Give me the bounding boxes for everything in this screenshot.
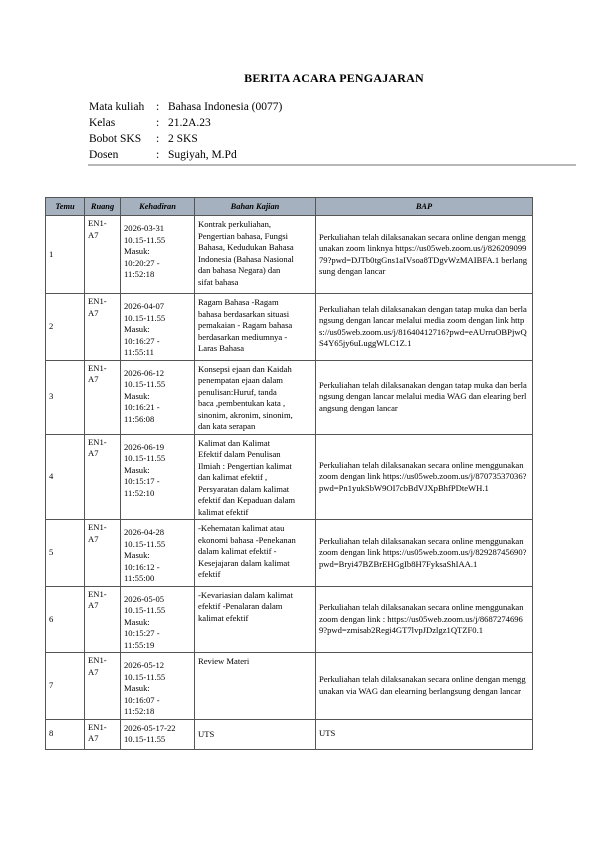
table-row bbox=[46, 719, 533, 749]
table-row bbox=[46, 520, 533, 587]
cell-bap bbox=[316, 294, 533, 361]
cell-temu bbox=[46, 653, 85, 720]
cell-kehadiran-text: 2026-05-12 10.15-11.55 Masuk: 10:16:07 - 11:52:18 bbox=[124, 660, 166, 716]
cell-bahan-kajian-text: Konsepsi ejaan dan Kaidah penempatan ejaan dalam penulisan:Huruf, tanda baca ,pembentukan kata , sinonim, akronim, sinonim, dan kata serapan bbox=[198, 363, 293, 431]
meta-row-mata-kuliah bbox=[89, 99, 282, 115]
cell-bap-text: Perkuliahan telah dilaksanakan secara online menggunakan zoom dengan link : https://us05web.zoom.us/j/86872746969?pwd=zmisab2Regi4GT7lvpJDzlgz1QTZF0.1 bbox=[319, 602, 524, 635]
cell-bap-text: UTS bbox=[319, 728, 336, 739]
cell-bahan-kajian-text: Kontrak perkuliahan, Pengertian bahasa, Fungsi Bahasa, Kedudukan Bahasa Indonesia (Bahasa Nasional dan bahasa Negara) dan sifat bahasa bbox=[198, 219, 294, 287]
cell-bap-text: Perkuliahan telah dilaksanakan secara online menggunakan zoom dengan link https://us05web.zoom.us/j/87073537036?pwd=Pn1yukSbW9OI7cbBdVJXpBhfPDteWH.1 bbox=[319, 459, 527, 493]
cell-ruang-text: EN1-A7 bbox=[88, 296, 107, 318]
header-ruang: Ruang bbox=[85, 198, 121, 216]
cell-bahan-kajian bbox=[195, 434, 316, 520]
cell-bap bbox=[316, 520, 533, 587]
cell-kehadiran-text: 2026-04-07 10.15-11.55 Masuk: 10:16:27 - 11:55:11 bbox=[124, 301, 166, 357]
cell-ruang-text: EN1-A7 bbox=[88, 588, 107, 610]
table-row bbox=[46, 216, 533, 294]
cell-ruang bbox=[85, 719, 121, 749]
cell-temu-text: 2 bbox=[49, 321, 54, 331]
cell-ruang bbox=[85, 434, 121, 520]
meta-label: Kelas bbox=[89, 117, 116, 129]
cell-kehadiran bbox=[121, 434, 195, 520]
cell-kehadiran bbox=[121, 360, 195, 434]
cell-kehadiran-text: 2026-05-05 10.15-11.55 Masuk: 10:15:27 - 11:55:19 bbox=[124, 593, 166, 650]
cell-ruang bbox=[85, 360, 121, 434]
cell-bap-text: Perkuliahan telah dilaksanakan secara online dengan menggunakan via WAG dan elearning berlangsung dengan lancar bbox=[319, 674, 526, 696]
cell-kehadiran-text: 2026-06-12 10.15-11.55 Masuk: 10:16:21 - 11:56:08 bbox=[124, 367, 166, 424]
cell-bap bbox=[316, 586, 533, 653]
cell-bap bbox=[316, 216, 533, 294]
meta-label: Mata kuliah bbox=[89, 101, 145, 113]
cell-kehadiran bbox=[121, 719, 195, 749]
document-title: BERITA ACARA PENGAJARAN bbox=[244, 71, 424, 85]
cell-bahan-kajian-text: Review Materi bbox=[198, 656, 250, 666]
table-row bbox=[46, 360, 533, 434]
meta-colon: : bbox=[156, 149, 160, 161]
cell-bap bbox=[316, 653, 533, 720]
cell-ruang-text: EN1-A7 bbox=[88, 655, 107, 677]
cell-kehadiran-text: 2026-06-19 10.15-11.55 Masuk: 10:15:17 - 11:52:10 bbox=[124, 441, 166, 498]
meta-colon: : bbox=[156, 133, 160, 145]
cell-kehadiran bbox=[121, 520, 195, 587]
cell-kehadiran bbox=[121, 653, 195, 720]
cell-bap-text: Perkuliahan telah dilaksanakan dengan tatap muka dan berlangsung dengan lancar melalui media zoom dengan link https://us05web.zoom.us/j/81640412716?pwd=eAUrruOBPjwQS4Y65jy6uLuggWLC1Z.1 bbox=[319, 303, 527, 349]
meta-row-bobot-sks bbox=[89, 131, 282, 147]
cell-temu-text: 7 bbox=[49, 680, 54, 690]
cell-bahan-kajian bbox=[195, 653, 316, 720]
cell-bahan-kajian-text: UTS bbox=[198, 729, 215, 740]
meta-label: Dosen bbox=[89, 149, 119, 161]
cell-ruang bbox=[85, 520, 121, 587]
cell-temu bbox=[46, 216, 85, 294]
meta-colon: : bbox=[156, 117, 160, 129]
cell-temu bbox=[46, 360, 85, 434]
cell-bap bbox=[316, 360, 533, 434]
cell-temu bbox=[46, 294, 85, 361]
cell-ruang-text: EN1-A7 bbox=[88, 218, 107, 240]
cell-bahan-kajian bbox=[195, 294, 316, 361]
cell-ruang bbox=[85, 586, 121, 653]
cell-ruang-text: EN1-A7 bbox=[88, 436, 107, 458]
cell-ruang-text: EN1-A7 bbox=[88, 721, 107, 743]
cell-bahan-kajian bbox=[195, 719, 316, 749]
meta-value: 21.2A.23 bbox=[168, 117, 211, 129]
cell-bahan-kajian bbox=[195, 520, 316, 587]
cell-bap-text: Perkuliahan telah dilaksanakan dengan tatap muka dan berlangsung dengan lancar melalui media WAG dan elearing berlangsung dengan lancar bbox=[319, 379, 527, 413]
header-temu: Temu bbox=[46, 198, 85, 216]
cell-temu bbox=[46, 434, 85, 520]
cell-ruang bbox=[85, 216, 121, 294]
cell-temu bbox=[46, 520, 85, 587]
course-info bbox=[89, 99, 282, 163]
table-row bbox=[46, 586, 533, 653]
header-bap: BAP bbox=[316, 198, 533, 216]
cell-kehadiran bbox=[121, 216, 195, 294]
cell-kehadiran-text: 2026-05-17-22 10.15-11.55 bbox=[124, 722, 176, 744]
meta-value: 2 SKS bbox=[168, 133, 198, 145]
cell-kehadiran bbox=[121, 586, 195, 653]
cell-ruang-text: EN1-A7 bbox=[88, 522, 107, 544]
cell-temu bbox=[46, 586, 85, 653]
cell-kehadiran-text: 2026-03-31 10.15-11.55 Masuk: 10:20:27 - 11:52:18 bbox=[124, 223, 166, 279]
cell-ruang-text: EN1-A7 bbox=[88, 362, 107, 384]
meta-row-dosen bbox=[89, 147, 282, 163]
cell-temu-text: 5 bbox=[49, 547, 54, 557]
meta-value: Sugiyah, M.Pd bbox=[168, 149, 237, 161]
cell-bahan-kajian-text: -Kevariasian dalam kalimat efektif -Penalaran dalam kalimat efektif bbox=[198, 589, 293, 623]
cell-bahan-kajian-text: Ragam Bahasa -Ragam bahasa berdasarkan situasi pemakaian - Ragam bahasa berdasarkan mediumnya - Laras Bahasa bbox=[198, 297, 293, 353]
bap-table bbox=[45, 197, 533, 750]
cell-bahan-kajian bbox=[195, 586, 316, 653]
cell-temu-text: 4 bbox=[49, 471, 54, 481]
meta-row-kelas bbox=[89, 115, 282, 131]
table-header-row bbox=[46, 198, 533, 216]
cell-temu bbox=[46, 719, 85, 749]
cell-temu-text: 1 bbox=[49, 248, 54, 259]
cell-bahan-kajian bbox=[195, 216, 316, 294]
header-kehadiran: Kehadiran bbox=[121, 198, 195, 216]
cell-kehadiran-text: 2026-04-28 10.15-11.55 Masuk: 10:16:12 - 11:55:00 bbox=[124, 527, 166, 583]
cell-temu-text: 8 bbox=[49, 728, 54, 739]
divider bbox=[88, 164, 576, 166]
cell-ruang bbox=[85, 653, 121, 720]
cell-bahan-kajian-text: Kalimat dan Kalimat Efektif dalam Penulisan Ilmiah : Pengertian kalimat dan kalimat efektif , Persyaratan dalam kalimat efektif dan Kepaduan dalam kalimat efektif bbox=[198, 437, 296, 517]
cell-bahan-kajian bbox=[195, 360, 316, 434]
cell-bap-text: Perkuliahan telah dilaksanakan secara online menggunakan zoom dengan link https://us05web.zoom.us/j/82928745690?pwd=Bryi47BZBrEHGgIb8H7FyksaShIAA.1 bbox=[319, 535, 527, 569]
table-row bbox=[46, 653, 533, 720]
cell-temu-text: 3 bbox=[49, 391, 54, 402]
cell-kehadiran bbox=[121, 294, 195, 361]
cell-temu-text: 6 bbox=[49, 613, 54, 624]
meta-value: Bahasa Indonesia (0077) bbox=[168, 101, 283, 113]
cell-bap-text: Perkuliahan telah dilaksanakan secara online dengan menggunakan zoom linknya https://us05web.zoom.us/j/82620909979?pwd=DJTb0tgGns1aIVsoa8TDgvWzMAIBFA.1 berlangsung dengan lancar bbox=[319, 231, 528, 276]
cell-bap bbox=[316, 719, 533, 749]
table-row bbox=[46, 434, 533, 520]
meta-label: Bobot SKS bbox=[89, 133, 142, 145]
cell-ruang bbox=[85, 294, 121, 361]
header-bahan-kajian: Bahan Kajian bbox=[195, 198, 316, 216]
meta-colon: : bbox=[156, 101, 160, 113]
cell-bap bbox=[316, 434, 533, 520]
table-row bbox=[46, 294, 533, 361]
cell-bahan-kajian-text: -Kehematan kalimat atau ekonomi bahasa -Penekanan dalam kalimat efektif - Kesejajaran dalam kalimat efektif bbox=[198, 523, 296, 579]
